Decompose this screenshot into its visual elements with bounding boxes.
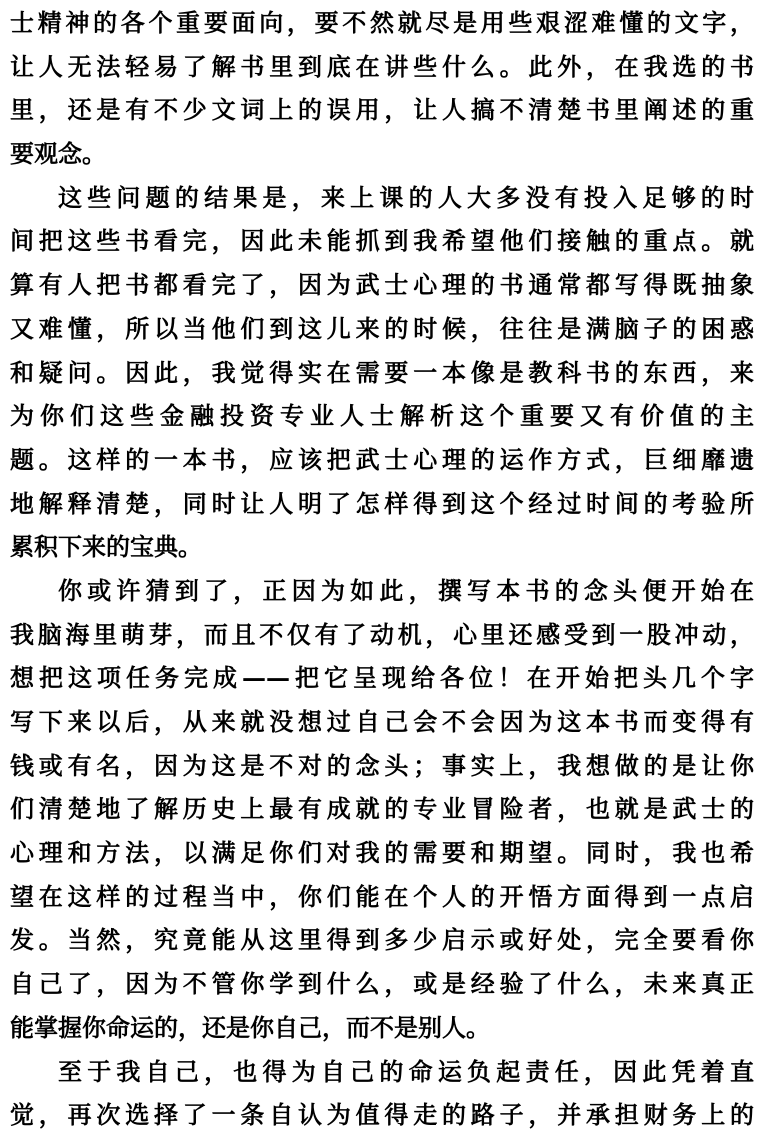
text-line: 自己了，因为不管你学到什么，或是经验了什么，未来真正 — [10, 969, 754, 999]
text-line: 们清楚地了解历史上最有成就的专业冒险者，也就是武士的 — [10, 794, 754, 824]
text-line: 这些问题的结果是，来上课的人大多没有投入足够的时 — [58, 182, 754, 212]
text-line: 我脑海里萌芽，而且不仅有了动机，心里还感受到一股冲动， — [10, 619, 754, 649]
text-line: 累积下来的宝典。 — [10, 532, 202, 562]
paragraph-1 — [10, 1, 754, 176]
paragraph-3 — [10, 569, 754, 1050]
text-line: 能掌握你命运的，还是你自己，而不是别人。 — [10, 1012, 490, 1042]
paragraph-4 — [10, 1050, 754, 1137]
text-line: 地解释清楚，同时让人明了怎样得到这个经过时间的考验所 — [10, 488, 754, 518]
text-line: 想把这项任务完成——把它呈现给各位！在开始把头几个字 — [10, 663, 754, 693]
text-line: 至于我自己，也得为自己的命运负起责任，因此凭着直 — [58, 1056, 754, 1086]
text-line: 钱或有名，因为这是不对的念头；事实上，我想做的是让你 — [10, 750, 754, 780]
text-line: 发。当然，究竟能从这里得到多少启示或好处，完全要看你 — [10, 925, 754, 955]
text-line: 和疑问。因此，我觉得实在需要一本像是教科书的东西，来 — [10, 357, 754, 387]
text-line: 又难懂，所以当他们到这儿来的时候，往往是满脑子的困惑 — [10, 313, 754, 343]
paragraph-2 — [10, 176, 754, 569]
text-line: 你或许猜到了，正因为如此，撰写本书的念头便开始在 — [58, 575, 754, 605]
text-line: 觉，再次选择了一条自认为值得走的路子，并承担财务上的 — [10, 1100, 754, 1130]
text-line: 算有人把书都看完了，因为武士心理的书通常都写得既抽象 — [10, 270, 754, 300]
text-line: 为你们这些金融投资专业人士解析这个重要又有价值的主 — [10, 401, 754, 431]
text-line: 心理和方法，以满足你们对我的需要和期望。同时，我也希 — [10, 838, 754, 868]
text-line: 里，还是有不少文词上的误用，让人搞不清楚书里阐述的重 — [10, 95, 754, 125]
text-line: 士精神的各个重要面向，要不然就尽是用些艰涩难懂的文字， — [10, 8, 754, 37]
text-line: 让人无法轻易了解书里到底在讲些什么。此外，在我选的书 — [10, 51, 754, 81]
body-text — [10, 1, 754, 1137]
text-line: 间把这些书看完，因此未能抓到我希望他们接触的重点。就 — [10, 226, 754, 256]
text-line: 写下来以后，从来就没想过自己会不会因为这本书而变得有 — [10, 707, 754, 736]
text-line: 要观念。 — [10, 139, 106, 169]
text-line: 题。这样的一本书，应该把武士心理的运作方式，巨细靡遗 — [10, 444, 754, 474]
text-line: 望在这样的过程当中，你们能在个人的开悟方面得到一点启 — [10, 881, 754, 911]
